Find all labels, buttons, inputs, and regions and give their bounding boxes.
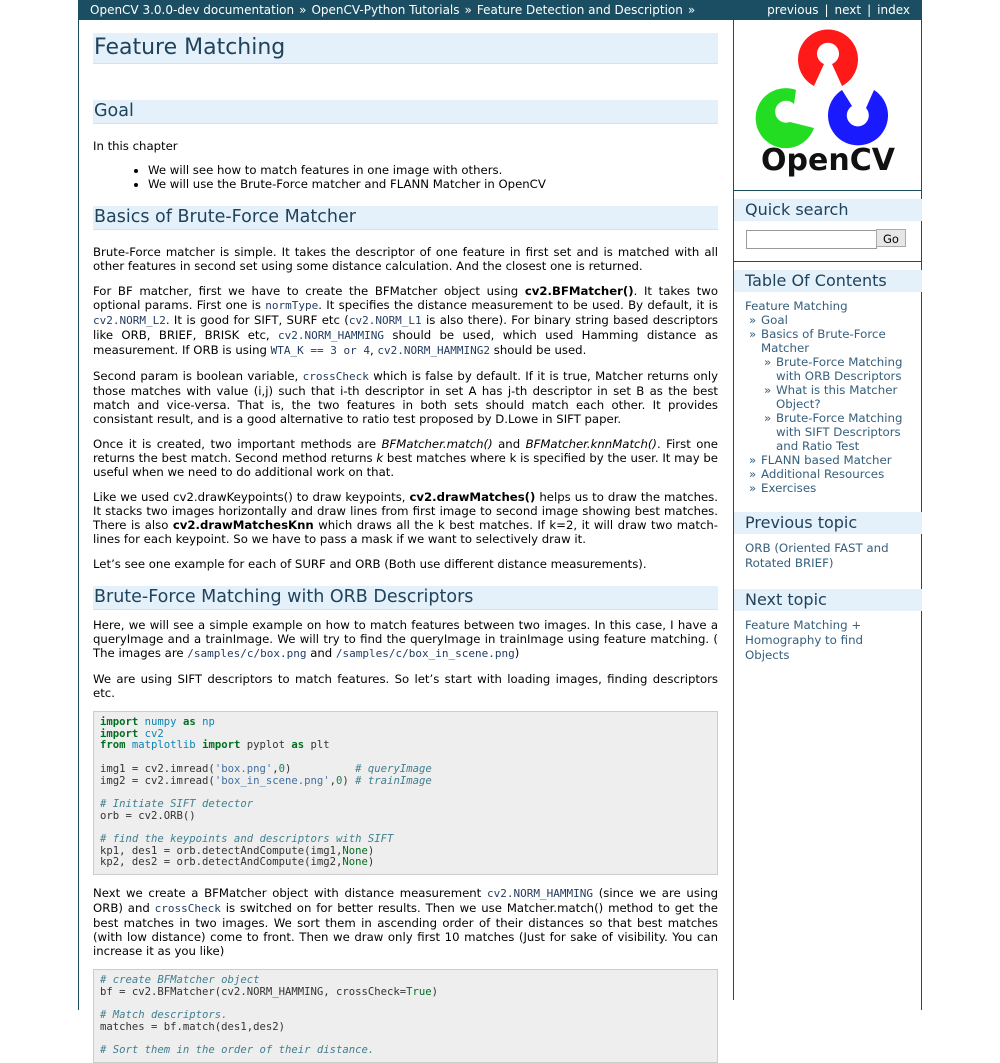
orb-paragraph-3: Next we create a BFMatcher object with distance measurement cv2.NORM_HAMMING (since we are using ORB) and crossCheck is switched on for better results. Then we use Matcher.match() method to get the best matches in two images. We sort them in ascending order of their distances so that best matches (with low distance) come to front. Then we draw only first 10 matches (Just for sake of visibility. You can increase it as you like)	[93, 886, 718, 959]
top-nav-bar	[78, 0, 922, 20]
next-topic-link[interactable]: Feature Matching + Homography to find Objects	[745, 618, 864, 662]
previous-topic-link[interactable]: ORB (Oriented FAST and Rotated BRIEF)	[745, 541, 889, 570]
goal-heading: Goal	[93, 100, 718, 124]
basics-paragraph-3: Second param is boolean variable, crossCheck which is false by default. If it is true, Matcher returns only those matches with value (i,j) such that i-th descriptor in set A has j-th descriptor in set B as the best match and vice-versa. That is, the two features in both sets should match each other. It provides consistant result, and is a good alternative to ratio test proposed by D.Lowe in SIFT paper.	[93, 369, 718, 426]
basics-paragraph-1: Brute-Force matcher is simple. It takes the descriptor of one feature in first set and is matched with all other features in second set using some distance calculation. And the closest one is returned.	[93, 245, 718, 273]
logo-red-ring	[798, 29, 858, 86]
breadcrumb-docs-link[interactable]: OpenCV 3.0.0-dev documentation	[90, 3, 295, 17]
logo-text: OpenCV	[761, 143, 895, 178]
page-title: Feature Matching	[93, 33, 718, 64]
goal-intro: In this chapter	[93, 139, 178, 153]
quick-search-heading: Quick search	[734, 199, 922, 221]
breadcrumb-separator: »	[299, 3, 307, 17]
toc-item-feature-matching[interactable]: Feature Matching	[745, 299, 848, 313]
basics-heading: Basics of Brute-Force Matcher	[93, 206, 718, 230]
next-topic-heading: Next topic	[734, 589, 922, 611]
toc-item-exercises[interactable]: Exercises	[761, 481, 817, 495]
opencv-logo[interactable]	[734, 20, 922, 190]
toc-item-basics[interactable]: Basics of Brute-Force Matcher	[761, 327, 886, 355]
orb-paragraph-1: Here, we will see a simple example on how to match features between two images. In this case, I have a queryImage and a trainImage. We will try to find the queryImage in trainImage using feature matching. ( The images are /samples/c/box.png and /samples/c/box_in_scene.png)	[93, 618, 718, 660]
toc-item-sift-ratio[interactable]: Brute-Force Matching with SIFT Descriptors and Ratio Test	[776, 411, 903, 453]
goal-list	[93, 163, 718, 191]
list-item: • We will see how to match features in one image with others.	[148, 163, 718, 177]
index-link[interactable]: index	[877, 3, 910, 17]
previous-link[interactable]: previous	[767, 3, 819, 17]
nav-separator: |	[824, 3, 829, 17]
search-input[interactable]	[746, 230, 877, 249]
relnav	[767, 3, 910, 17]
list-item: • We will use the Brute-Force matcher and FLANN Matcher in OpenCV	[148, 177, 718, 191]
basics-paragraph-5: Like we used cv2.drawKeypoints() to draw keypoints, cv2.drawMatches() helps us to draw the matches. It stacks two images horizontally and draw lines from first image to second image showing best matches. There is also cv2.drawMatchesKnn which draws all the k best matches. If k=2, it will draw two match-lines for each keypoint. So we have to pass a mask if we want to selectively draw it.	[93, 490, 718, 546]
opencv-logo-icon	[734, 20, 922, 190]
breadcrumb-feature-detection-link[interactable]: Feature Detection and Description	[476, 3, 683, 17]
basics-paragraph-4: Once it is created, two important methods are BFMatcher.match() and BFMatcher.knnMatch(). First one returns the best match. Second method returns k best matches where k is specified by the user. It may be useful when we need to do additional work on that.	[93, 437, 718, 479]
toc-bullet: »	[749, 453, 757, 467]
code-block-orb-setup: import numpy as np import cv2 from matplotlib import pyplot as plt img1 = cv2.imread('box.png',0) # queryImage img2 = cv2.imread('box_in_scene.png',0) # trainImage # Initiate SIFT detector orb = cv2.ORB() # find the keypoints and descriptors with SIFT kp1, des1 = orb.detectAndCompute(img1,None) kp2, des2 = orb.detectAndCompute(img2,None)	[93, 711, 718, 875]
breadcrumb-tutorials-link[interactable]: OpenCV-Python Tutorials	[311, 3, 460, 17]
code-block-bfmatcher: # create BFMatcher object bf = cv2.BFMatcher(cv2.NORM_HAMMING, crossCheck=True) # Match descriptors. matches = bf.match(des1,des2) # Sort them in the order of their distance.	[93, 969, 718, 1063]
orb-paragraph-2: We are using SIFT descriptors to match features. So let’s start with loading images, finding descriptors etc.	[93, 672, 718, 700]
search-go-button[interactable]: Go	[876, 229, 906, 247]
toc-item-orb[interactable]: Brute-Force Matching with ORB Descriptors	[776, 355, 903, 383]
toc-bullet: »	[749, 481, 757, 495]
toc-bullet: »	[764, 383, 772, 397]
logo-green-ring	[756, 88, 814, 148]
toc-item-matcher-object[interactable]: What is this Matcher Object?	[776, 383, 898, 411]
table-of-contents	[734, 292, 922, 495]
breadcrumb-separator: »	[687, 3, 696, 17]
breadcrumb-separator: »	[464, 3, 472, 17]
toc-bullet: »	[749, 313, 757, 327]
quick-search-form	[734, 221, 922, 261]
previous-topic-heading: Previous topic	[734, 512, 922, 534]
toc-bullet: »	[749, 467, 757, 481]
basics-paragraph-2: For BF matcher, first we have to create the BFMatcher object using cv2.BFMatcher(). It takes two optional params. First one is normType. It specifies the distance measurement to be used. By default, it is cv2.NORM_L2. It is good for SIFT, SURF etc (cv2.NORM_L1 is also there). For binary string based descriptors like ORB, BRIEF, BRISK etc, cv2.NORM_HAMMING should be used, which used Hamming distance as measurement. If ORB is using WTA_K == 3 or 4, cv2.NORM_HAMMING2 should be used.	[93, 284, 719, 357]
sidebar	[734, 20, 922, 663]
toc-bullet: »	[764, 355, 772, 369]
toc-bullet: »	[764, 411, 772, 425]
toc-item-goal[interactable]: Goal	[761, 313, 788, 327]
next-link[interactable]: next	[834, 3, 862, 17]
orb-heading: Brute-Force Matching with ORB Descriptors	[93, 586, 718, 610]
toc-item-flann[interactable]: FLANN based Matcher	[761, 453, 892, 467]
main-content	[93, 20, 718, 1063]
nav-separator: |	[867, 3, 872, 17]
toc-item-resources[interactable]: Additional Resources	[761, 467, 885, 481]
logo-blue-ring	[828, 90, 888, 145]
basics-paragraph-6: Let’s see one example for each of SURF and ORB (Both use different distance measurements).	[93, 557, 647, 571]
breadcrumb	[90, 3, 700, 17]
toc-bullet: »	[749, 327, 757, 341]
toc-heading: Table Of Contents	[734, 270, 922, 292]
